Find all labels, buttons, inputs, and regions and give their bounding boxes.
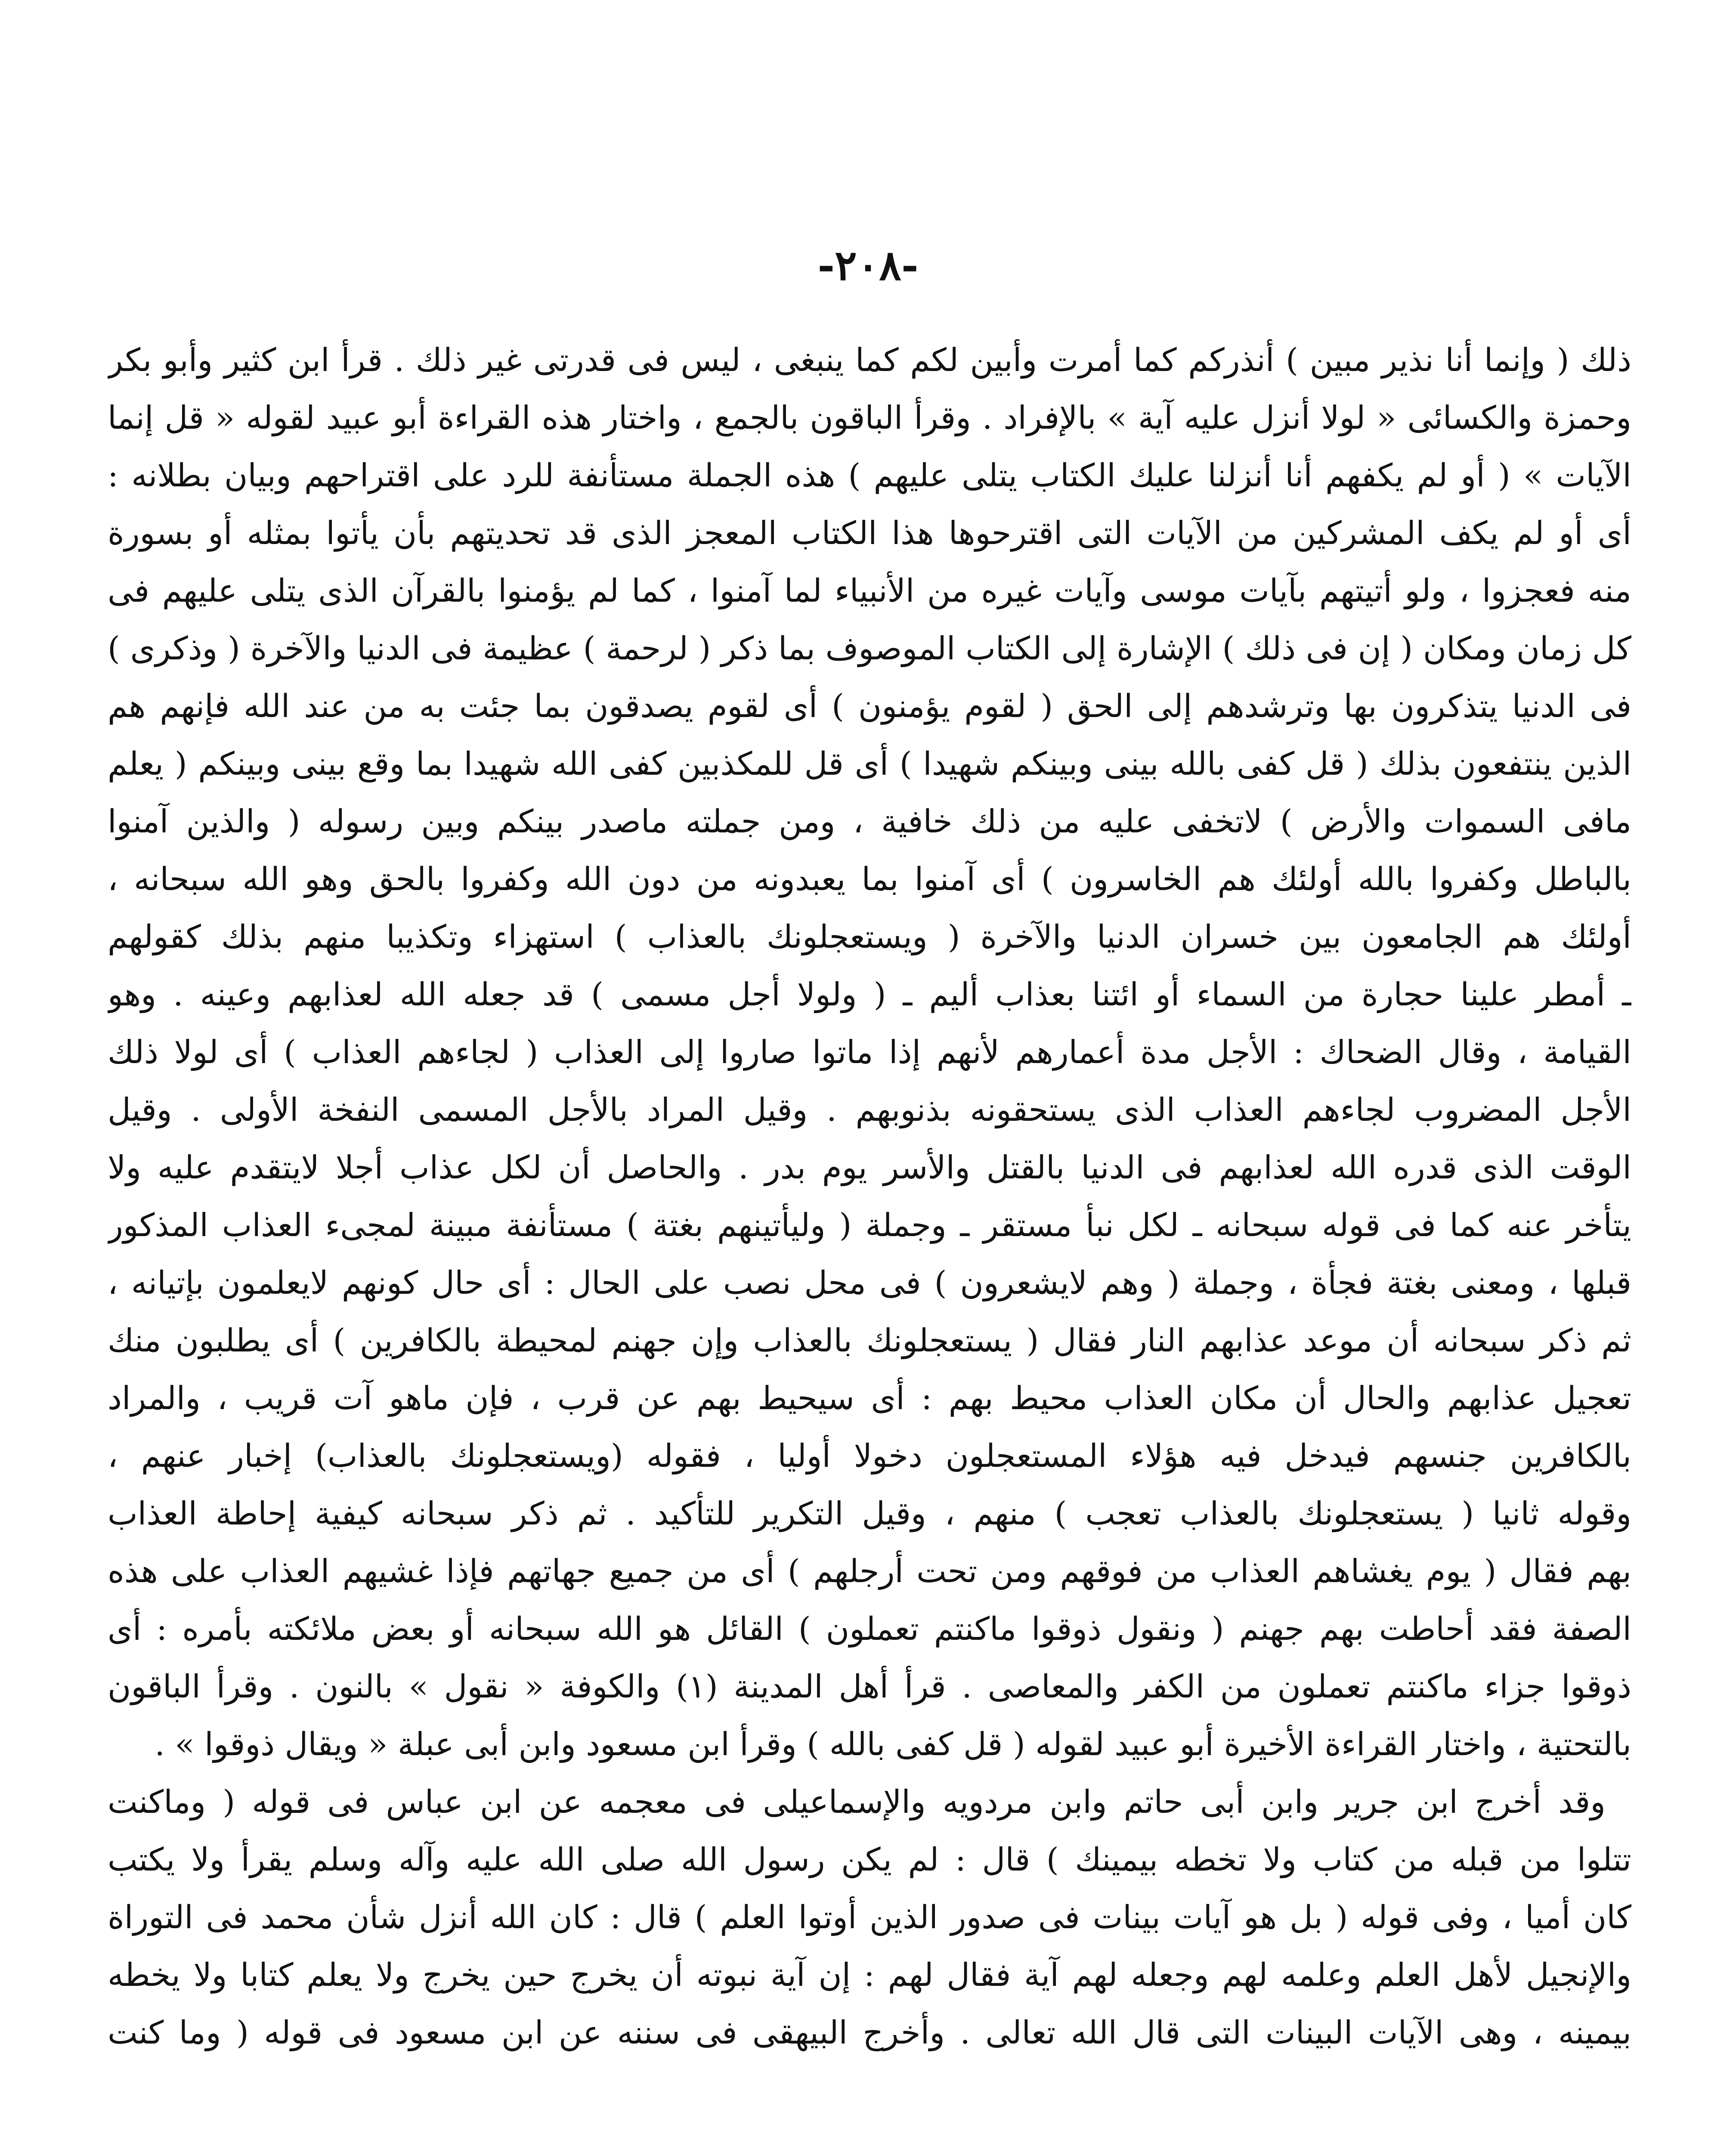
text-line: الصفة فقد أحاطت بهم جهنم ( ونقول ذوقوا ماكنتم تعملون ) القائل هو الله سبحانه أو بعض ملائكته بأمره : أى [108, 1611, 1631, 1648]
text-line: منه فعجزوا ، ولو أتيتهم بآيات موسى وآيات غيره من الأنبياء لما آمنوا ، كما لم يؤمنوا بالقرآن الذى يتلى عليهم فى [108, 572, 1631, 609]
text-line: قبلها ، ومعنى بغتة فجأة ، وجملة ( وهم لايشعرون ) فى محل نصب على الحال : أى حال كونهم لايعلمون بإتيانه ، [108, 1265, 1631, 1302]
text-line: القيامة ، وقال الضحاك : الأجل مدة أعمارهم لأنهم إذا ماتوا صاروا إلى العذاب ( لجاءهم العذاب ) أى لولا ذلك [108, 1034, 1631, 1071]
text-line: يتأخر عنه كما فى قوله سبحانه ـ لكل نبأ مستقر ـ وجملة ( وليأتينهم بغتة ) مستأنفة مبينة لمجىء العذاب المذكور [108, 1207, 1631, 1244]
text-line: الآيات » ( أو لم يكفهم أنا أنزلنا عليك الكتاب يتلى عليهم ) هذه الجملة مستأنفة للرد على اقتراحهم وبيان بطلانه : [108, 457, 1631, 494]
text-line: بهم فقال ( يوم يغشاهم العذاب من فوقهم ومن تحت أرجلهم ) أى من جميع جهاتهم فإذا غشيهم العذاب على هذه [108, 1553, 1631, 1590]
text-line: ذوقوا جزاء ماكنتم تعملون من الكفر والمعاصى . قرأ أهل المدينة (١) والكوفة « نقول » بالنون . وقرأ الباقون [108, 1668, 1631, 1705]
text-line: بالكافرين جنسهم فيدخل فيه هؤلاء المستعجلون دخولا أوليا ، فقوله (ويستعجلونك بالعذاب) إخبار عنهم ، [108, 1438, 1631, 1475]
text-line: تعجيل عذابهم والحال أن مكان العذاب محيط بهم : أى سيحيط بهم عن قرب ، فإن ماهو آت قريب ، والمراد [108, 1380, 1631, 1417]
text-line: بالباطل وكفروا بالله أولئك هم الخاسرون ) أى آمنوا بما يعبدونه من دون الله وكفروا بالحق وهو الله سبحانه ، [108, 861, 1631, 898]
text-line: الذين ينتفعون بذلك ( قل كفى بالله بينى وبينكم شهيدا ) أى قل للمكذبين كفى الله شهيدا بما وقع بينى وبينكم ( يعلم [108, 745, 1631, 782]
text-line: بيمينه ، وهى الآيات البينات التى قال الله تعالى . وأخرج البيهقى فى سننه عن ابن مسعود فى قوله ( وما كنت [108, 2014, 1631, 2051]
text-line: وحمزة والكسائى « لولا أنزل عليه آية » بالإفراد . وقرأ الباقون بالجمع ، واختار هذه القراءة أبو عبيد لقوله « قل إنما [108, 399, 1631, 436]
text-line: الوقت الذى قدره الله لعذابهم فى الدنيا بالقتل والأسر يوم بدر . والحاصل أن لكل عذاب أجلا لايتقدم عليه ولا [108, 1149, 1631, 1186]
text-line: كل زمان ومكان ( إن فى ذلك ) الإشارة إلى الكتاب الموصوف بما ذكر ( لرحمة ) عظيمة فى الدنيا والآخرة ( وذكرى ) [108, 630, 1631, 667]
text-line: تتلوا من قبله من كتاب ولا تخطه بيمينك ) قال : لم يكن رسول الله صلى الله عليه وآله وسلم يقرأ ولا يكتب [108, 1841, 1631, 1878]
page-number: -٢٠٨- [817, 241, 919, 290]
text-line: والإنجيل لأهل العلم وعلمه لهم وجعله لهم آية فقال لهم : إن آية نبوته أن يخرج حين يخرج ولا يعلم كتابا ولا يخطه [108, 1957, 1631, 1994]
text-line: ثم ذكر سبحانه أن موعد عذابهم النار فقال ( يستعجلونك بالعذاب وإن جهنم لمحيطة بالكافرين ) أى يطلبون منك [108, 1322, 1631, 1359]
text-line: وقوله ثانيا ( يستعجلونك بالعذاب تعجب ) منهم ، وقيل التكرير للتأكيد . ثم ذكر سبحانه كيفية إحاطة العذاب [108, 1495, 1631, 1532]
body-text [108, 331, 1631, 2062]
text-line: أولئك هم الجامعون بين خسران الدنيا والآخرة ( ويستعجلونك بالعذاب ) استهزاء وتكذيبا منهم بذلك كقولهم [108, 918, 1631, 955]
text-line: الأجل المضروب لجاءهم العذاب الذى يستحقونه بذنوبهم . وقيل المراد بالأجل المسمى النفخة الأولى . وقيل [108, 1091, 1631, 1129]
text-line: وقد أخرج ابن جرير وابن أبى حاتم وابن مردويه والإسماعيلى فى معجمه عن ابن عباس فى قوله ( وماكنت [108, 1784, 1606, 1821]
text-line: ذلك ( وإنما أنا نذير مبين ) أنذركم كما أمرت وأبين لكم كما ينبغى ، ليس فى قدرتى غير ذلك . قرأ ابن كثير وأبو بكر [108, 342, 1631, 379]
text-line: ـ أمطر علينا حجارة من السماء أو ائتنا بعذاب أليم ـ ( ولولا أجل مسمى ) قد جعله الله لعذابهم وعينه . وهو [108, 976, 1631, 1013]
text-line: مافى السموات والأرض ) لاتخفى عليه من ذلك خافية ، ومن جملته ماصدر بينكم وبين رسوله ( والذين آمنوا [108, 803, 1631, 840]
text-line: أى أو لم يكف المشركين من الآيات التى اقترحوها هذا الكتاب المعجز الذى قد تحديتهم بأن يأتوا بمثله أو بسورة [108, 515, 1631, 552]
text-line: كان أميا ، وفى قوله ( بل هو آيات بينات فى صدور الذين أوتوا العلم ) قال : كان الله أنزل شأن محمد فى التوراة [108, 1899, 1631, 1936]
text-line: بالتحتية ، واختار القراءة الأخيرة أبو عبيد لقوله ( قل كفى بالله ) وقرأ ابن مسعود وابن أبى عبلة « ويقال ذوقوا » . [155, 1726, 1631, 1763]
text-line: فى الدنيا يتذكرون بها وترشدهم إلى الحق ( لقوم يؤمنون ) أى لقوم يصدقون بما جئت به من عند الله فإنهم هم [108, 688, 1631, 725]
